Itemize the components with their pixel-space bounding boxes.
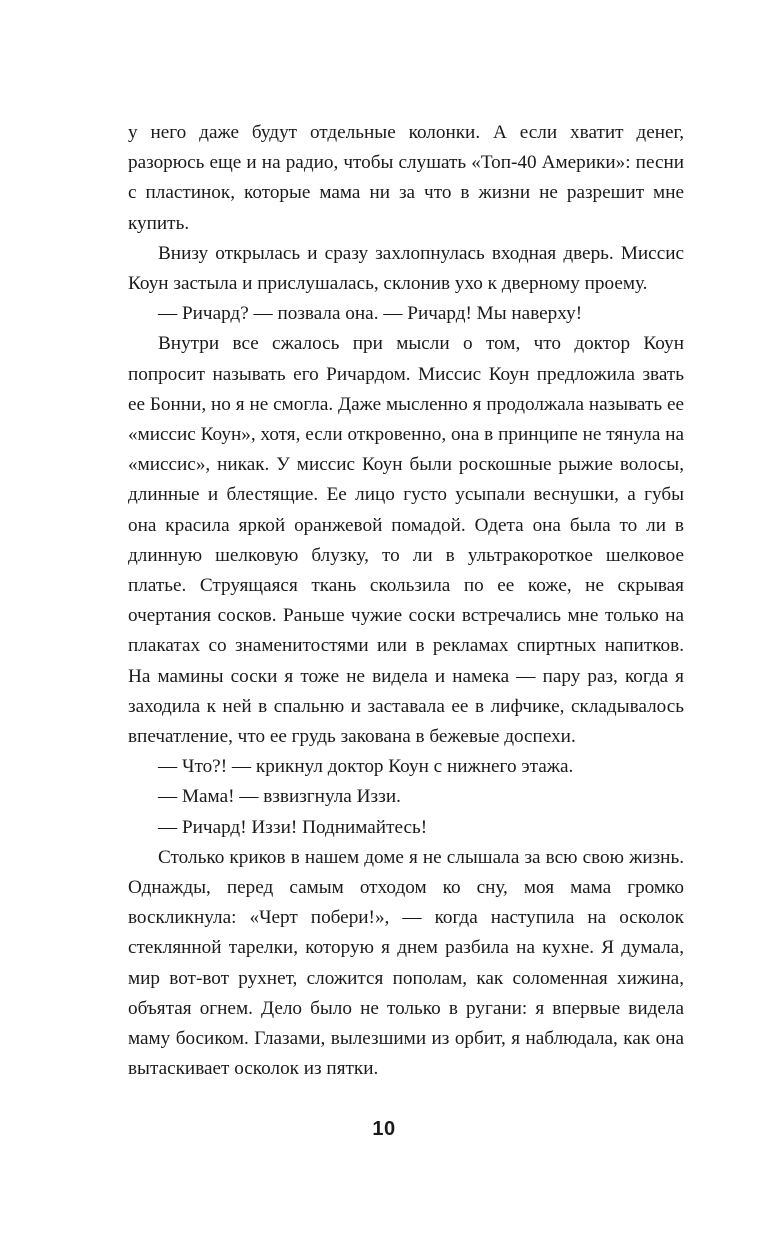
paragraph-dialogue: — Ричард? — позвала она. — Ричард! Мы наверху! [158,303,583,325]
paragraph-dialogue: — Ричард! Иззи! Поднимайтесь! [158,816,428,838]
page-number: 10 [372,1118,396,1140]
paragraph-dialogue: — Что?! — крикнул доктор Коун с нижнего этажа. [158,756,574,778]
paragraph: Столько криков в нашем доме я не слышала за всю свою жизнь. Однажды, перед самым отходом ко сну, моя мама громко воскликнула: «Черт побери!», — когда наступила на осколок стеклянной тарелки, которую я днем разбила на кухне. Я думала, мир вот-вот рухнет, сложится пополам, как соломенная хижина, объятая огнем. Дело было не только в ругани: я впервые видела маму босиком. Глазами, вылезшими из орбит, я наблюдала, как она вытаскивает осколок из пятки. [128,846,684,1080]
paragraph-dialogue: — Мама! — взвизгнула Иззи. [158,786,401,808]
paragraph: Внизу открылась и сразу захлопнулась входная дверь. Миссис Коун застыла и прислушалась, склонив ухо к дверному проему. [128,242,684,295]
paragraph: Внутри все сжалось при мысли о том, что доктор Коун попросит называть его Ричардом. Миссис Коун предложила звать ее Бонни, но я не смогла. Даже мысленно я продолжала называть ее «миссис Коун», хотя, если откровенно, она в принципе не тянула на «миссис», никак. У миссис Коун были роскошные рыжие волосы, длинные и блестящие. Ее лицо густо усыпали веснушки, а губы она красила яркой оранжевой помадой. Одета она была то ли в длинную шелковую блузку, то ли в ультракороткое шелковое платье. Струящаяся ткань скользила по ее коже, не скрывая очертания сосков. Раньше чужие соски встречались мне только на плакатах со знаменитостями или в рекламах спиртных напитков. На мамины соски я тоже не видела и намека — пару раз, когда я заходила к ней в спальню и заставала ее в лифчике, складывалось впечатление, что ее грудь закована в бежевые доспехи. [128,333,684,748]
body-text [128,118,684,1085]
paragraph: у него даже будут отдельные колонки. А если хватит денег, разорюсь еще и на радио, чтобы слушать «Топ-40 Америки»: песни с пластинок, которые мама ни за что в жизни не разрешит мне купить. [128,122,684,234]
